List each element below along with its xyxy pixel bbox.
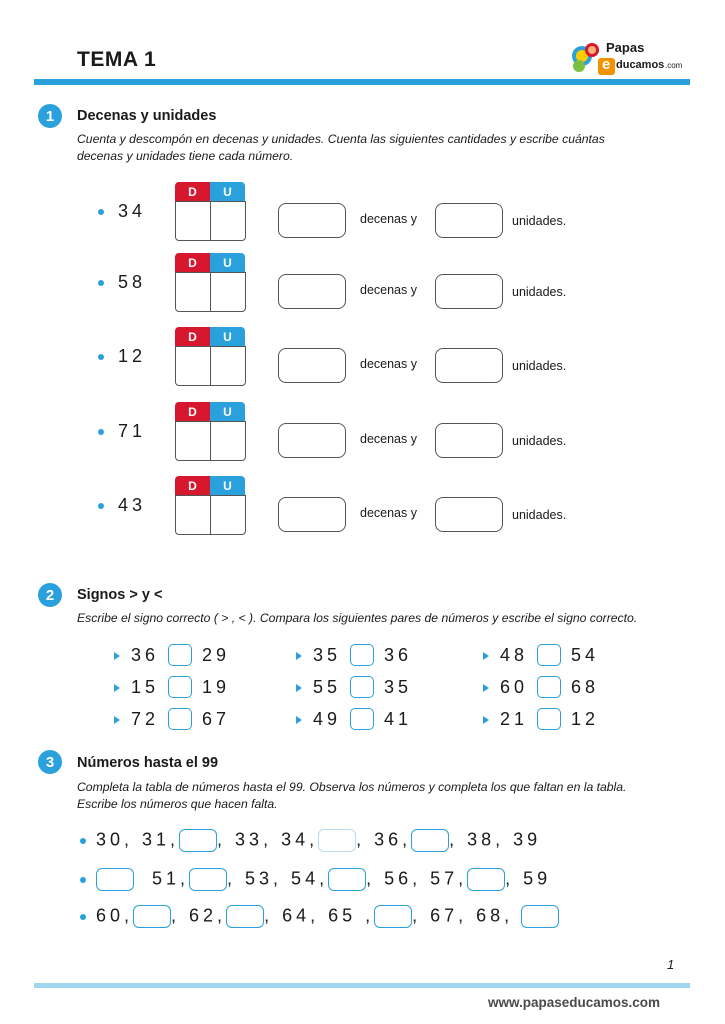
right-number: 41 [384, 709, 413, 729]
bullet [98, 429, 104, 435]
sign-answer-box[interactable] [168, 708, 192, 730]
decenas-header: D [175, 182, 210, 201]
right-number: 19 [202, 677, 231, 697]
header-divider [34, 79, 690, 85]
du-table[interactable] [175, 476, 245, 534]
number-label: 34 [118, 201, 147, 221]
website-link[interactable]: www.papaseducamos.com [488, 995, 661, 1010]
left-number: 49 [313, 709, 342, 729]
sequence-text: 30, 31, [96, 829, 180, 850]
unidades-header: U [210, 476, 245, 495]
sequence-text: , 64, 65 , [264, 905, 375, 926]
right-number: 12 [571, 709, 600, 729]
instructions-line: Completa la tabla de números hasta el 99. Observa los números y completa los que faltan en la tabla. [77, 780, 627, 794]
bullet [80, 914, 86, 920]
du-table[interactable] [175, 327, 245, 385]
sequence-text: , 62, [171, 905, 227, 926]
logo-text-papas: Papas [606, 40, 645, 55]
unidades-label: unidades. [512, 359, 567, 373]
decenas-answer-box[interactable] [278, 423, 346, 458]
instructions-line: Cuenta y descompón en decenas y unidades. Cuenta las siguientes cantidades y escribe cuántas [77, 132, 605, 146]
unidades-answer-box[interactable] [435, 203, 503, 238]
unidades-label: unidades. [512, 285, 567, 299]
papaseducamos-logo [570, 38, 690, 78]
sign-answer-box[interactable] [537, 644, 561, 666]
logo-letter-e: e [602, 56, 611, 73]
section-1-number: 1 [38, 104, 62, 128]
unidades-answer-box[interactable] [435, 348, 503, 383]
left-number: 15 [131, 677, 160, 697]
right-number: 29 [202, 645, 231, 665]
decenas-label: decenas y [360, 357, 417, 371]
section-2-instructions: Escribe el signo correcto ( > , < ). Compara los siguientes pares de números y escribe el signo correcto. [77, 611, 638, 625]
left-number: 48 [500, 645, 529, 665]
sequence-row-1 [80, 829, 541, 852]
unidades-label: unidades. [512, 508, 567, 522]
triangle-bullet-icon [483, 652, 489, 660]
page-title: TEMA 1 [77, 48, 157, 71]
sequence-text: , 38, 39 [449, 829, 542, 850]
du-cells[interactable] [175, 201, 246, 241]
answer-box[interactable] [328, 868, 366, 891]
bullet [80, 877, 86, 883]
unidades-answer-box[interactable] [435, 497, 503, 532]
section-3-number: 3 [38, 750, 62, 774]
sequence-text: , 56, 57, [366, 868, 468, 889]
answer-box[interactable] [521, 905, 559, 928]
answer-box[interactable] [226, 905, 264, 928]
triangle-bullet-icon [114, 684, 120, 692]
decenas-answer-box[interactable] [278, 348, 346, 383]
triangle-bullet-icon [483, 684, 489, 692]
triangle-bullet-icon [296, 716, 302, 724]
answer-box[interactable] [133, 905, 171, 928]
sequence-text: , 59 [505, 868, 552, 889]
sequence-text: 51, [152, 868, 190, 889]
left-number: 35 [313, 645, 342, 665]
triangle-bullet-icon [296, 652, 302, 660]
du-cells[interactable] [175, 272, 246, 312]
unidades-answer-box[interactable] [435, 423, 503, 458]
answer-box[interactable] [189, 868, 227, 891]
sign-answer-box[interactable] [537, 676, 561, 698]
du-cells[interactable] [175, 421, 246, 461]
right-number: 54 [571, 645, 600, 665]
sequence-text: , 33, 34, [217, 829, 319, 850]
bullet [80, 838, 86, 844]
unidades-label: unidades. [512, 434, 567, 448]
logo-text-ducamos: ducamos [616, 59, 665, 71]
answer-box[interactable] [374, 905, 412, 928]
triangle-bullet-icon [483, 716, 489, 724]
unidades-answer-box[interactable] [435, 274, 503, 309]
answer-box[interactable] [318, 829, 356, 852]
decenas-header: D [175, 476, 210, 495]
triangle-bullet-icon [114, 716, 120, 724]
left-number: 36 [131, 645, 160, 665]
sequence-row-2 [80, 868, 551, 891]
bullet [98, 280, 104, 286]
sequence-row-3 [80, 905, 559, 928]
right-number: 36 [384, 645, 413, 665]
decenas-header: D [175, 253, 210, 272]
sequence-text: 60, [96, 905, 134, 926]
answer-box[interactable] [467, 868, 505, 891]
logo-text-com: .com [665, 61, 683, 70]
answer-box[interactable] [96, 868, 134, 891]
answer-box[interactable] [179, 829, 217, 852]
decenas-label: decenas y [360, 212, 417, 226]
decenas-header: D [175, 402, 210, 421]
footer-divider [34, 983, 690, 988]
decenas-label: decenas y [360, 283, 417, 297]
decenas-label: decenas y [360, 432, 417, 446]
sign-answer-box[interactable] [350, 644, 374, 666]
left-number: 21 [500, 709, 529, 729]
sequence-text: , 36, [356, 829, 412, 850]
right-number: 67 [202, 709, 231, 729]
unidades-header: U [210, 402, 245, 421]
right-number: 68 [571, 677, 600, 697]
section-2-number: 2 [38, 583, 62, 607]
sign-answer-box[interactable] [168, 644, 192, 666]
du-table[interactable] [175, 402, 245, 460]
unidades-header: U [210, 182, 245, 201]
right-number: 35 [384, 677, 413, 697]
section-3-instructions [77, 779, 626, 813]
left-number: 72 [131, 709, 160, 729]
left-number: 60 [500, 677, 529, 697]
triangle-bullet-icon [114, 652, 120, 660]
sequence-text: , 67, 68, [412, 905, 514, 926]
bullet [98, 209, 104, 215]
decenas-answer-box[interactable] [278, 497, 346, 532]
du-table[interactable] [175, 253, 245, 311]
unidades-label: unidades. [512, 214, 567, 228]
triangle-bullet-icon [296, 684, 302, 692]
bullet [98, 503, 104, 509]
unidades-header: U [210, 327, 245, 346]
decenas-header: D [175, 327, 210, 346]
du-table[interactable] [175, 182, 245, 240]
unidades-header: U [210, 253, 245, 272]
decenas-label: decenas y [360, 506, 417, 520]
section-1-title: Decenas y unidades [77, 108, 217, 124]
du-cells[interactable] [175, 495, 246, 535]
section-3-title: Números hasta el 99 [77, 755, 219, 771]
sign-answer-box[interactable] [168, 676, 192, 698]
section-2-title: Signos > y < [77, 587, 163, 603]
sign-answer-box[interactable] [350, 676, 374, 698]
decenas-answer-box[interactable] [278, 203, 346, 238]
left-number: 55 [313, 677, 342, 697]
page-number: 1 [667, 957, 675, 972]
instructions-line: Escribe los números que hacen falta. [77, 797, 278, 811]
number-label: 12 [118, 346, 147, 366]
sequence-text: , 53, 54, [227, 868, 329, 889]
sign-answer-box[interactable] [537, 708, 561, 730]
answer-box[interactable] [411, 829, 449, 852]
instructions-line: decenas y unidades tiene cada número. [77, 149, 294, 163]
du-cells[interactable] [175, 346, 246, 386]
bullet [98, 354, 104, 360]
decenas-answer-box[interactable] [278, 274, 346, 309]
section-1-instructions [77, 131, 605, 165]
number-label: 43 [118, 495, 147, 515]
number-label: 71 [118, 421, 147, 441]
number-label: 58 [118, 272, 147, 292]
sign-answer-box[interactable] [350, 708, 374, 730]
